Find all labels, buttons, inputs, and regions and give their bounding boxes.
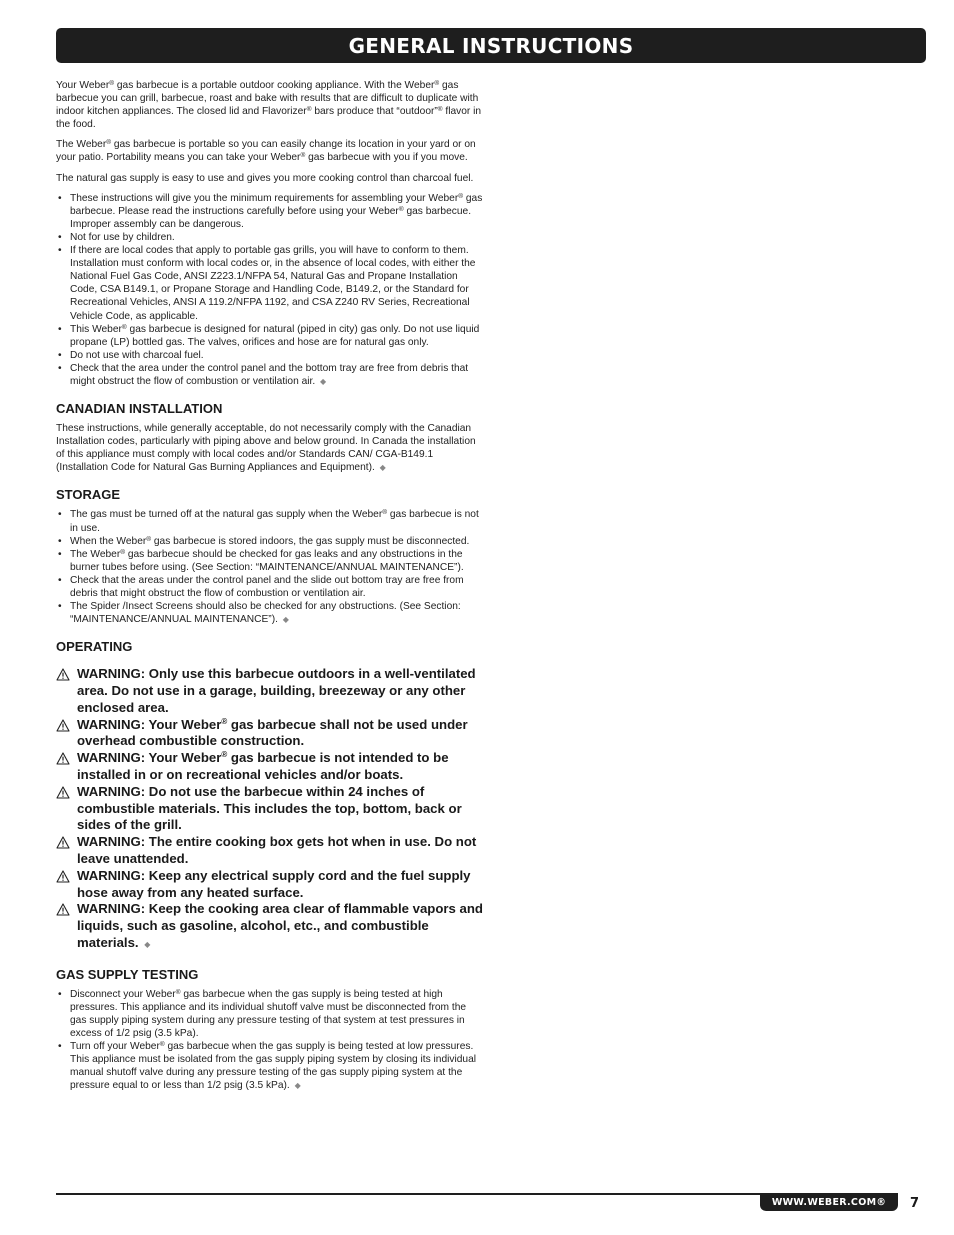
warning-triangle-icon [56, 870, 70, 883]
registered-mark: ® [221, 716, 228, 726]
end-of-section-icon: ◆ [294, 1081, 301, 1091]
text-run: These instructions, while generally acceptable, do not necessarily comply with the Canadian Installation codes, particularly with piping above and below ground. In Canada the installation of this appliance must comply with local codes and/or Standards CAN/ CGA-B149.1 (Installation Code for Natural Gas Burning Appliances and Equipment). [56, 423, 476, 474]
warning-text: WARNING: Your Weber [77, 716, 222, 732]
text-run: gas barbecue is portable so you can easily change its location in your yard or on your patio. Portability means you can take your Weber [56, 139, 476, 164]
intro-paragraph-1 [56, 79, 484, 131]
text-run: Check that the area under the control panel and the bottom tray are free from debris that might obstruct the flow of combustion or ventilation air. [70, 362, 469, 387]
registered-mark: ® [434, 80, 440, 87]
registered-mark: ® [106, 139, 112, 147]
registered-mark: ® [109, 80, 115, 87]
list-item [56, 600, 484, 626]
registered-mark: ® [121, 323, 127, 331]
text-run: gas barbecue. Improper assembly can be dangerous. [70, 205, 472, 230]
text-run: Your Weber [56, 80, 110, 91]
text-run: When the Weber [70, 535, 147, 547]
text-run: The Weber [56, 139, 107, 151]
warning-item [56, 750, 484, 784]
warning-text: WARNING: Only use this barbecue outdoors in a well-ventilated area. Do not use in a garage, building, breezeway or any other enclosed area. [77, 666, 476, 715]
intro-paragraph-2 [56, 138, 484, 164]
text-run: Disconnect your Weber [70, 988, 176, 1000]
warning-text: WARNING: Keep any electrical supply cord and the fuel supply hose away from any heated surface. [77, 867, 471, 900]
list-item: • Do not use with charcoal fuel. [56, 349, 484, 362]
warning-item [56, 717, 484, 751]
list-item: • Check that the areas under the control panel and the slide out bottom tray are free from debris that might obstruct the flow of combustion or ventilation air. [56, 574, 484, 600]
intro-paragraph-3: The natural gas supply is easy to use and gives you more cooking control than charcoal fuel. [56, 172, 474, 184]
list-item [56, 988, 484, 1040]
warning-text: WARNING: The entire cooking box gets hot when in use. Do not leave unattended. [77, 834, 477, 867]
end-of-section-icon: ◆ [379, 463, 386, 473]
warning-text: gas barbecue is not intended to be installed in or on recreational vehicles and/or boats. [77, 750, 449, 783]
text-run: The Spider /Insect Screens should also be checked for any obstructions. (See Section: “MAINTENANCE/ANNUAL MAINTENANCE”). [70, 601, 461, 626]
list-item [56, 192, 484, 231]
list-item [56, 1040, 484, 1092]
warning-item [56, 784, 484, 834]
registered-mark: ® [221, 750, 228, 760]
intro-bullet-list [56, 192, 484, 388]
main-content [56, 79, 484, 1101]
text-run: flavor in the food. [56, 106, 482, 131]
text-run: bars produce that “outdoor” [311, 106, 438, 118]
text-run: gas barbecue is designed for natural (piped in city) gas only. Do not use liquid propane (LP) bottled gas. The valves, orifices and hose are for natural gas only. [70, 323, 480, 348]
registered-mark: ® [159, 1041, 165, 1049]
text-run: gas barbecue when the gas supply is being tested at high pressures. This appliance and its individual shutoff valve must be disconnected from the gas supply piping system during any pressure testing of that system at test pressures in excess of 1/2 psig (3.5 kPa). [70, 988, 467, 1040]
end-of-section-icon: ◆ [282, 615, 289, 625]
list-item: • Not for use by children. [56, 231, 484, 244]
registered-mark: ® [300, 152, 306, 160]
list-item [56, 548, 484, 574]
warning-triangle-icon [56, 786, 70, 799]
gas-supply-testing-list [56, 988, 484, 1093]
registered-mark: ® [458, 192, 464, 200]
text-run: gas barbecue is stored indoors, the gas supply must be disconnected. [151, 535, 470, 547]
text-run: gas barbecue. Please read the instructions carefully before using your Weber [70, 192, 483, 217]
header-bar [56, 28, 926, 63]
registered-mark: ® [120, 548, 126, 556]
canadian-installation-heading: CANADIAN INSTALLATION [56, 401, 223, 417]
warning-triangle-icon [56, 719, 70, 732]
operating-heading: OPERATING [56, 639, 133, 655]
storage-list [56, 508, 484, 626]
text-run: These instructions will give you the minimum requirements for assembling your Weber [70, 192, 459, 204]
canadian-installation-text [56, 422, 484, 474]
page-number: 7 [910, 1196, 920, 1211]
list-item [56, 362, 484, 388]
text-run: gas barbecue you can grill, barbecue, roast and bake with results that are difficult to duplicate with indoor kitchen appliances. The closed lid and Flavorizer [56, 80, 479, 118]
warning-item [56, 868, 484, 902]
end-of-section-icon: ◆ [320, 376, 327, 386]
registered-mark: ® [306, 106, 312, 114]
registered-mark: ® [146, 535, 152, 543]
warning-item [56, 901, 484, 953]
text-run: The Weber [70, 548, 121, 560]
registered-mark: ® [175, 988, 181, 996]
text-run: This Weber [70, 323, 122, 335]
text-run: Turn off your Weber [70, 1041, 160, 1053]
warning-text: WARNING: Keep the cooking area clear of flammable vapors and liquids, such as gasoline, alcohol, etc., and combustible materials. [77, 901, 483, 951]
text-run: gas barbecue is a portable outdoor cooking appliance. With the Weber [114, 80, 435, 91]
text-run: gas barbecue should be checked for gas leaks and any obstructions in the burner tubes before using. (See Section: “MAINTENANCE/ANNUAL MAINTENANCE”). [70, 548, 464, 573]
text-run: gas barbecue with you if you move. [305, 152, 468, 164]
warning-triangle-icon [56, 668, 70, 681]
warning-triangle-icon [56, 752, 70, 765]
list-item [56, 508, 484, 534]
warning-item [56, 834, 484, 868]
warning-text: gas barbecue shall not be used under overhead combustible construction. [77, 716, 468, 749]
warning-list [56, 666, 484, 954]
footer-url-tab: WWW.WEBER.COM® [760, 1194, 898, 1211]
registered-mark: ® [398, 205, 404, 213]
warning-text: WARNING: Your Weber [77, 750, 222, 766]
text-run: gas barbecue when the gas supply is being tested at low pressures. This appliance must be isolated from the gas supply piping system by closing its individual manual shutoff valve during any pressure testing of the gas supply piping system at the pressure equal to or less than 1/2 psig (3.5 kPa). [70, 1041, 477, 1092]
warning-triangle-icon [56, 903, 70, 916]
end-of-section-icon: ◆ [144, 940, 151, 950]
registered-mark: ® [437, 106, 443, 114]
text-run: The gas must be turned off at the natural gas supply when the Weber [70, 509, 383, 521]
registered-mark: ® [382, 509, 388, 517]
list-item [56, 535, 484, 548]
list-item [56, 323, 484, 349]
list-item: • If there are local codes that apply to portable gas grills, you will have to conform to them. Installation must conform with local codes or, in the absence of local codes, with either the National Fuel Gas Code, ANSI Z223.1/NFPA 54, Natural Gas and Propane Installation Code, CSA B149.1, or Propane Storage and Handling Code, B149.2, or the Standard for Recreational Vehicles, ANSI A 119.2/NFPA 1192, and CSA Z240 RV Series, Recreational Vehicle Code, as applicable. [56, 244, 484, 323]
warning-item [56, 666, 484, 716]
gas-supply-testing-heading: GAS SUPPLY TESTING [56, 966, 199, 982]
warning-text: WARNING: Do not use the barbecue within 24 inches of combustible materials. This includes the top, bottom, back or sides of the grill. [77, 783, 462, 833]
page-title: GENERAL INSTRUCTIONS [348, 34, 634, 58]
text-run: gas barbecue is not in use. [70, 509, 479, 534]
storage-heading: STORAGE [56, 487, 121, 503]
warning-triangle-icon [56, 836, 70, 849]
